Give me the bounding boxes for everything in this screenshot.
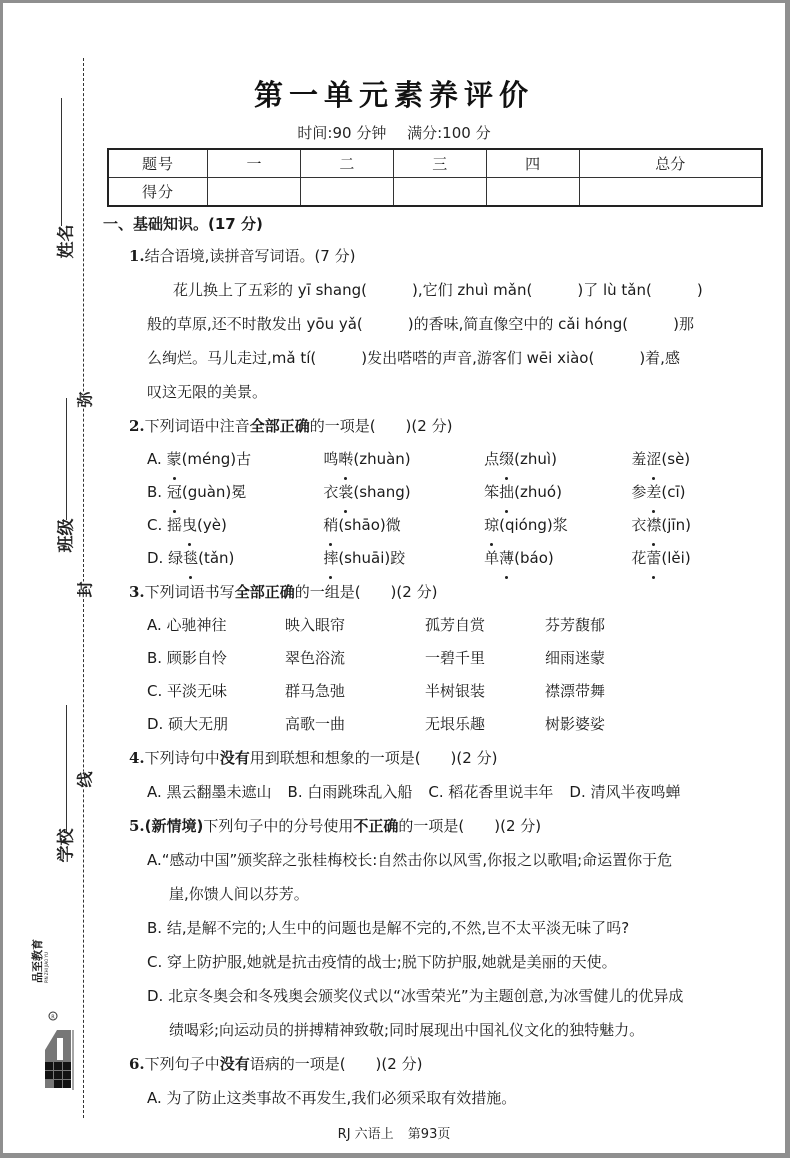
emphasized-char: 拙 xyxy=(499,476,514,509)
question-6 xyxy=(129,1047,767,1081)
question-1 xyxy=(129,239,767,273)
question-text: 结合语境,读拼音写词语。(7 分) xyxy=(144,247,356,265)
emphasized-char: 襟 xyxy=(646,509,661,542)
option-item xyxy=(323,542,484,575)
option-text: D. 绿 xyxy=(147,549,184,567)
option-item xyxy=(323,476,484,509)
option-text: (shāo)微 xyxy=(338,516,401,534)
publisher-logo-text xyxy=(32,939,49,983)
score-cell-total[interactable] xyxy=(579,178,762,207)
row-header-score: 得分 xyxy=(108,178,208,207)
option-text: (lěi) xyxy=(661,549,691,567)
option-item: B. 顾影自怜 xyxy=(147,649,227,667)
option-text: 衣 xyxy=(323,483,339,501)
class-label: 班级 xyxy=(56,518,77,553)
option-row xyxy=(147,642,767,675)
option-item xyxy=(323,509,484,542)
question-4-options xyxy=(147,775,767,809)
option-item xyxy=(484,443,631,476)
exam-page xyxy=(3,3,785,1153)
option-text: (méng)古 xyxy=(181,450,252,468)
cut-char-xian: 线 xyxy=(73,771,96,787)
option-item: 襟漂带舞 xyxy=(545,682,606,700)
option-item xyxy=(631,443,767,476)
time-limit: 时间:90 分钟 xyxy=(297,124,387,142)
col-header-1: 一 xyxy=(208,149,301,178)
option-item xyxy=(147,542,323,575)
school-underline xyxy=(66,705,67,832)
question-number: 2. xyxy=(129,417,145,435)
option-text: (báo) xyxy=(514,549,554,567)
score-cell-3[interactable] xyxy=(393,178,486,207)
option-text: 单 xyxy=(484,549,500,567)
question-emphasis: 没有 xyxy=(219,1055,250,1073)
score-table xyxy=(107,148,763,207)
option-text: A. xyxy=(147,450,167,468)
option-row xyxy=(147,542,767,575)
option-d-continued: 绩喝彩;向运动员的拼搏精神致敬;同时展现出中国礼仪文化的独特魅力。 xyxy=(169,1021,645,1039)
option-text: 花 xyxy=(631,549,647,567)
option-row xyxy=(147,509,767,542)
question-text: 的一项是( )(2 分) xyxy=(309,417,453,435)
question-4 xyxy=(129,741,767,775)
cut-char-feng: 封 xyxy=(73,581,96,597)
school-label: 学校 xyxy=(56,828,77,863)
question-5 xyxy=(129,809,767,843)
option-text: 笨 xyxy=(484,483,500,501)
emphasized-char: 琼 xyxy=(484,509,499,542)
full-score: 满分:100 分 xyxy=(407,124,491,142)
emphasized-char: 蕾 xyxy=(646,542,661,575)
class-underline xyxy=(66,398,67,520)
option-text: (yè) xyxy=(197,516,227,534)
option-a-continued: 崖,你馈人间以芬芳。 xyxy=(169,885,309,903)
option-item xyxy=(484,542,631,575)
score-cell-2[interactable] xyxy=(300,178,393,207)
option-text: 羞 xyxy=(631,450,647,468)
option-item xyxy=(147,443,323,476)
question-3-options xyxy=(147,609,767,741)
emphasized-char: 毯 xyxy=(183,542,198,575)
option-text: 衣 xyxy=(631,516,647,534)
option-item: 群马急弛 xyxy=(285,682,346,700)
option-item: C. 平淡无味 xyxy=(147,682,228,700)
option-row xyxy=(147,443,767,476)
col-header-total: 总分 xyxy=(579,149,762,178)
option-d: D. 北京冬奥会和冬残奥会颁奖仪式以“冰雪荣光”为主题创意,为冰雪健儿的优异成 xyxy=(147,987,684,1005)
option-b: B. 白雨跳珠乱入船 xyxy=(287,783,413,801)
option-item xyxy=(323,443,484,476)
emphasized-char: 薄 xyxy=(499,542,514,575)
passage-line: 么绚烂。马儿走过,mǎ tí( )发出嗒嗒的声音,游客们 wēi xiào( )着,感 xyxy=(147,349,680,367)
svg-text:R: R xyxy=(51,1014,55,1021)
question-3 xyxy=(129,575,767,609)
question-number: 6. xyxy=(129,1055,145,1073)
question-2 xyxy=(129,409,767,443)
name-label: 姓名 xyxy=(56,224,77,259)
question-text: 下列句子中 xyxy=(144,1055,220,1073)
option-text: 点 xyxy=(484,450,500,468)
option-item: 细雨迷蒙 xyxy=(545,649,606,667)
option-item xyxy=(147,509,323,542)
col-header-4: 四 xyxy=(486,149,579,178)
question-text: 下列句子中的分号使用 xyxy=(203,817,354,835)
option-text: (tǎn) xyxy=(198,549,235,567)
option-row xyxy=(147,476,767,509)
exam-subtitle xyxy=(3,122,785,143)
option-text: (guàn)冕 xyxy=(181,483,247,501)
option-text: (zhuì) xyxy=(514,450,557,468)
question-text: 下列诗句中 xyxy=(144,749,220,767)
col-header-3: 三 xyxy=(393,149,486,178)
option-b: B. 结,是解不完的;人生中的问题也是解不完的,不然,岂不太平淡无味了吗? xyxy=(147,919,630,937)
passage-line: 般的草原,还不时散发出 yōu yǎ( )的香味,简直像空中的 cǎi hóng( )那 xyxy=(147,315,694,333)
option-item xyxy=(631,476,767,509)
option-item xyxy=(484,476,631,509)
option-item: 翠色浴流 xyxy=(285,649,346,667)
cut-char-mi: 弥 xyxy=(73,391,96,407)
exam-title: 第一单元素养评价 xyxy=(253,78,534,112)
page-footer xyxy=(3,1123,785,1142)
question-number: 5. xyxy=(129,817,145,835)
option-text: 鸣 xyxy=(323,450,339,468)
question-emphasis: 全部正确 xyxy=(234,583,295,601)
score-cell-4[interactable] xyxy=(486,178,579,207)
question-text: 语病的一项是( )(2 分) xyxy=(249,1055,423,1073)
option-row xyxy=(147,609,767,642)
option-text: B. xyxy=(147,483,167,501)
option-item: 树影婆娑 xyxy=(545,715,606,733)
question-emphasis: 全部正确 xyxy=(249,417,310,435)
emphasized-char: 差 xyxy=(646,476,661,509)
option-a: A. 为了防止这类事故不再发生,我们必须采取有效措施。 xyxy=(147,1089,517,1107)
question-text: 的一项是( )(2 分) xyxy=(398,817,542,835)
option-item: 半树银装 xyxy=(425,682,486,700)
book-label: RJ 六语上 xyxy=(337,1127,394,1142)
score-cell-1[interactable] xyxy=(208,178,301,207)
option-item: 映入眼帘 xyxy=(285,616,346,634)
question-2-options xyxy=(147,443,767,575)
row-header-question-no: 题号 xyxy=(108,149,208,178)
emphasized-char: 摔 xyxy=(323,542,338,575)
question-1-passage xyxy=(147,273,767,409)
option-item: A. 心驰神往 xyxy=(147,616,227,634)
option-item: 孤芳自赏 xyxy=(425,616,486,634)
option-row xyxy=(147,675,767,708)
score-table-header-row xyxy=(108,149,762,178)
passage-line: 叹这无限的美景。 xyxy=(147,383,268,401)
option-item xyxy=(631,509,767,542)
passage-line: 花儿换上了五彩的 yī shang( ),它们 zhuì mǎn( )了 lù tǎn( ) xyxy=(173,281,703,299)
name-underline xyxy=(61,98,62,226)
question-number: 1. xyxy=(129,247,145,265)
option-c: C. 稻花香里说丰年 xyxy=(428,783,554,801)
option-text: C. 摇 xyxy=(147,516,183,534)
option-text: (sè) xyxy=(661,450,691,468)
page-number: 第93页 xyxy=(407,1127,451,1142)
option-text: (zhuàn) xyxy=(353,450,411,468)
option-text: (qióng)浆 xyxy=(499,516,568,534)
option-a: A.“感动中国”颁奖辞之张桂梅校长:自然击你以风雪,你报之以歌唱;命运置你于危 xyxy=(147,851,673,869)
score-table-score-row xyxy=(108,178,762,207)
logo-en: PIN ZHI JIAO YU xyxy=(44,952,49,983)
option-item: D. 硕大无朋 xyxy=(147,715,229,733)
option-item xyxy=(147,476,323,509)
option-item: 一碧千里 xyxy=(425,649,486,667)
question-number: 3. xyxy=(129,583,145,601)
emphasized-char: 涩 xyxy=(646,443,661,476)
logo-cn: 品至教育 xyxy=(31,939,44,983)
option-text: (jīn) xyxy=(661,516,691,534)
option-text: (shang) xyxy=(353,483,411,501)
question-emphasis: 不正确 xyxy=(353,817,399,835)
question-text: 下列词语中注音 xyxy=(144,417,250,435)
option-item: 高歌一曲 xyxy=(285,715,346,733)
question-text: 的一组是( )(2 分) xyxy=(294,583,438,601)
emphasized-char: 蒙 xyxy=(167,443,182,476)
emphasized-char: 缀 xyxy=(499,443,514,476)
section-heading: 一、基础知识。(17 分) xyxy=(103,215,263,233)
option-item xyxy=(484,509,631,542)
option-item xyxy=(631,542,767,575)
option-text: 参 xyxy=(631,483,647,501)
option-a: A. 黑云翻墨未遮山 xyxy=(147,783,272,801)
option-row xyxy=(147,708,767,741)
exam-content xyxy=(103,209,767,1115)
option-text: (cī) xyxy=(661,483,686,501)
question-text: 下列词语书写 xyxy=(144,583,235,601)
col-header-2: 二 xyxy=(300,149,393,178)
option-item: 无垠乐趣 xyxy=(425,715,486,733)
emphasized-char: 稍 xyxy=(323,509,338,542)
emphasized-char: 冠 xyxy=(167,476,182,509)
emphasized-char: 啭 xyxy=(338,443,353,476)
emphasized-char: 裳 xyxy=(338,476,353,509)
question-emphasis: 没有 xyxy=(219,749,250,767)
question-tag: (新情境) xyxy=(144,817,204,835)
option-text: (shuāi)跤 xyxy=(338,549,406,567)
question-text: 用到联想和想象的一项是( )(2 分) xyxy=(249,749,498,767)
option-c: C. 穿上防护服,她就是抗击疫情的战士;脱下防护服,她就是美丽的天使。 xyxy=(147,953,617,971)
emphasized-char: 曳 xyxy=(182,509,197,542)
option-d: D. 清风半夜鸣蝉 xyxy=(569,783,681,801)
question-number: 4. xyxy=(129,749,145,767)
option-item: 芬芳馥郁 xyxy=(545,616,606,634)
option-text: (zhuó) xyxy=(514,483,562,501)
